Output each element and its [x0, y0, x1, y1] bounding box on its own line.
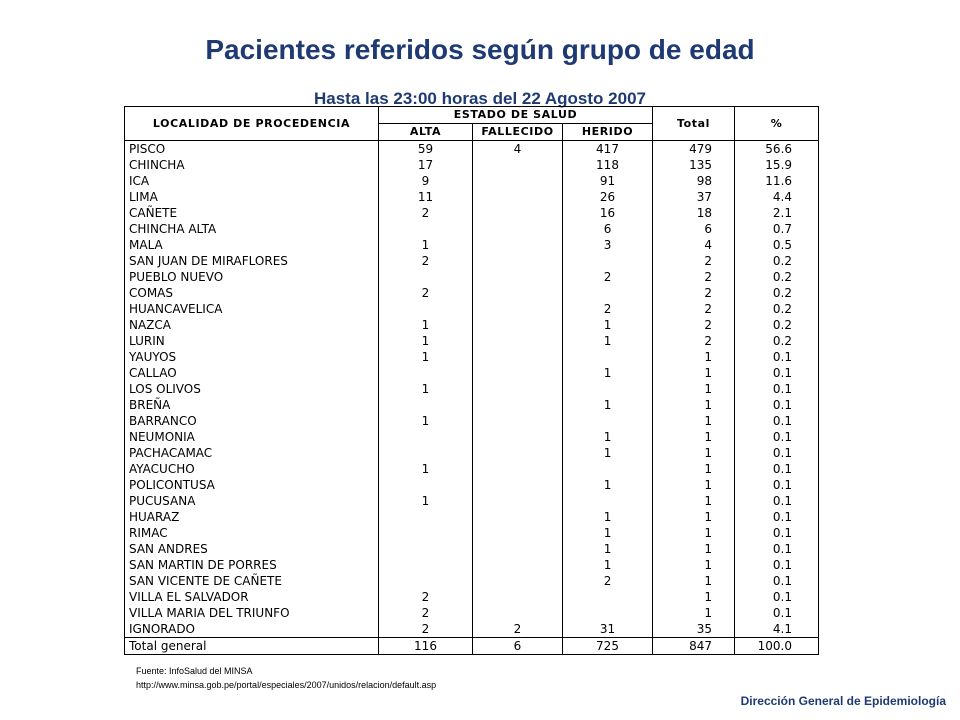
cell-percent: 0.1 — [735, 381, 819, 397]
cell-fallecido — [473, 541, 563, 557]
cell-localidad: PUCUSANA — [125, 493, 379, 509]
cell-total: 1 — [653, 477, 735, 493]
cell-total: 1 — [653, 525, 735, 541]
cell-herido: 1 — [563, 557, 653, 573]
cell-percent: 0.2 — [735, 269, 819, 285]
cell-alta: 2 — [379, 605, 473, 621]
cell-localidad: NAZCA — [125, 317, 379, 333]
cell-percent: 0.1 — [735, 365, 819, 381]
cell-localidad: SAN JUAN DE MIRAFLORES — [125, 253, 379, 269]
cell-herido: 26 — [563, 189, 653, 205]
cell-fallecido — [473, 173, 563, 189]
cell-localidad: POLICONTUSA — [125, 477, 379, 493]
cell-herido: 2 — [563, 269, 653, 285]
cell-percent: 4.1 — [735, 621, 819, 638]
cell-localidad: VILLA MARIA DEL TRIUNFO — [125, 605, 379, 621]
cell-alta: 9 — [379, 173, 473, 189]
cell-localidad: PUEBLO NUEVO — [125, 269, 379, 285]
cell-herido — [563, 413, 653, 429]
cell-alta — [379, 269, 473, 285]
cell-total: 6 — [653, 221, 735, 237]
cell-total: 1 — [653, 413, 735, 429]
cell-alta: 2 — [379, 621, 473, 638]
table-row — [125, 605, 819, 621]
cell-localidad: CALLAO — [125, 365, 379, 381]
table-row — [125, 429, 819, 445]
table-row — [125, 317, 819, 333]
cell-fallecido — [473, 429, 563, 445]
table-body — [125, 141, 819, 655]
cell-localidad: IGNORADO — [125, 621, 379, 638]
cell-percent: 0.1 — [735, 493, 819, 509]
cell-total: 35 — [653, 621, 735, 638]
cell-herido: 1 — [563, 333, 653, 349]
cell-percent: 56.6 — [735, 141, 819, 158]
cell-herido: 2 — [563, 573, 653, 589]
cell-alta: 1 — [379, 237, 473, 253]
table-row — [125, 189, 819, 205]
table-row — [125, 509, 819, 525]
cell-herido: 2 — [563, 301, 653, 317]
cell-percent: 0.1 — [735, 509, 819, 525]
cell-herido — [563, 461, 653, 477]
cell-alta — [379, 573, 473, 589]
header-herido: HERIDO — [563, 124, 653, 141]
cell-percent: 0.2 — [735, 285, 819, 301]
cell-herido: 31 — [563, 621, 653, 638]
cell-total: 135 — [653, 157, 735, 173]
cell-alta: 2 — [379, 205, 473, 221]
cell-fallecido — [473, 381, 563, 397]
cell-herido — [563, 589, 653, 605]
cell-alta — [379, 525, 473, 541]
cell-alta: 2 — [379, 285, 473, 301]
cell-localidad: CHINCHA — [125, 157, 379, 173]
cell-total: 1 — [653, 365, 735, 381]
table-row — [125, 525, 819, 541]
table-row — [125, 621, 819, 638]
cell-fallecido — [473, 461, 563, 477]
table-row — [125, 221, 819, 237]
header-localidad: LOCALIDAD DE PROCEDENCIA — [125, 107, 379, 141]
total-row — [125, 638, 819, 655]
header-total: Total — [653, 107, 735, 141]
cell-percent: 0.1 — [735, 541, 819, 557]
cell-fallecido — [473, 589, 563, 605]
table-row — [125, 157, 819, 173]
cell-alta: 59 — [379, 141, 473, 158]
cell-fallecido — [473, 397, 563, 413]
cell-herido — [563, 253, 653, 269]
cell-herido — [563, 605, 653, 621]
cell-alta: 1 — [379, 493, 473, 509]
cell-percent: 0.2 — [735, 253, 819, 269]
cell-total: 1 — [653, 573, 735, 589]
header-estado-de-salud: ESTADO DE SALUD — [379, 107, 653, 124]
cell-localidad: CAÑETE — [125, 205, 379, 221]
cell-alta — [379, 429, 473, 445]
cell-total: 1 — [653, 541, 735, 557]
cell-fallecido — [473, 573, 563, 589]
cell-fallecido: 2 — [473, 621, 563, 638]
cell-total: 1 — [653, 349, 735, 365]
cell-alta — [379, 397, 473, 413]
cell-percent: 0.1 — [735, 461, 819, 477]
cell-herido: 725 — [563, 638, 653, 655]
cell-alta — [379, 365, 473, 381]
cell-percent: 0.1 — [735, 477, 819, 493]
cell-total: 1 — [653, 509, 735, 525]
cell-total: 1 — [653, 429, 735, 445]
cell-fallecido — [473, 285, 563, 301]
cell-total: 4 — [653, 237, 735, 253]
cell-localidad: RIMAC — [125, 525, 379, 541]
cell-alta — [379, 477, 473, 493]
table-row — [125, 333, 819, 349]
source-line: Fuente: InfoSalud del MINSA — [136, 666, 253, 676]
cell-total: 1 — [653, 605, 735, 621]
cell-fallecido — [473, 605, 563, 621]
cell-fallecido — [473, 221, 563, 237]
cell-alta: 17 — [379, 157, 473, 173]
cell-total: 2 — [653, 253, 735, 269]
cell-percent: 0.2 — [735, 317, 819, 333]
cell-localidad: LIMA — [125, 189, 379, 205]
table-row — [125, 573, 819, 589]
cell-fallecido — [473, 493, 563, 509]
cell-localidad: AYACUCHO — [125, 461, 379, 477]
cell-alta — [379, 509, 473, 525]
cell-fallecido — [473, 237, 563, 253]
cell-percent: 0.2 — [735, 333, 819, 349]
table-row — [125, 365, 819, 381]
cell-alta — [379, 301, 473, 317]
cell-fallecido — [473, 189, 563, 205]
cell-total: 1 — [653, 445, 735, 461]
cell-alta: 1 — [379, 381, 473, 397]
table-row — [125, 413, 819, 429]
table-row — [125, 205, 819, 221]
cell-fallecido — [473, 301, 563, 317]
footer-organization: Dirección General de Epidemiología — [740, 694, 946, 708]
cell-fallecido — [473, 509, 563, 525]
cell-fallecido — [473, 317, 563, 333]
cell-alta: 1 — [379, 413, 473, 429]
table-row — [125, 301, 819, 317]
source-note — [136, 664, 436, 692]
cell-fallecido — [473, 205, 563, 221]
cell-percent: 0.1 — [735, 557, 819, 573]
cell-percent: 0.1 — [735, 445, 819, 461]
cell-herido — [563, 381, 653, 397]
cell-fallecido — [473, 525, 563, 541]
cell-percent: 0.1 — [735, 573, 819, 589]
cell-total: 2 — [653, 333, 735, 349]
cell-percent: 0.1 — [735, 429, 819, 445]
cell-herido: 417 — [563, 141, 653, 158]
table-row — [125, 141, 819, 158]
cell-localidad: SAN MARTIN DE PORRES — [125, 557, 379, 573]
cell-alta: 2 — [379, 589, 473, 605]
cell-localidad: LOS OLIVOS — [125, 381, 379, 397]
cell-percent: 15.9 — [735, 157, 819, 173]
table-row — [125, 541, 819, 557]
cell-percent: 0.1 — [735, 413, 819, 429]
cell-fallecido — [473, 333, 563, 349]
cell-total: 1 — [653, 557, 735, 573]
cell-alta: 2 — [379, 253, 473, 269]
table-row — [125, 285, 819, 301]
cell-localidad: SAN ANDRES — [125, 541, 379, 557]
cell-herido: 1 — [563, 541, 653, 557]
cell-alta — [379, 221, 473, 237]
cell-total: 1 — [653, 493, 735, 509]
cell-localidad: BREÑA — [125, 397, 379, 413]
cell-percent: 2.1 — [735, 205, 819, 221]
cell-total: 37 — [653, 189, 735, 205]
cell-herido: 1 — [563, 365, 653, 381]
cell-alta: 1 — [379, 317, 473, 333]
cell-localidad: HUARAZ — [125, 509, 379, 525]
source-url: http://www.minsa.gob.pe/portal/especiales/2007/unidos/relacion/default.asp — [136, 680, 437, 690]
cell-fallecido — [473, 269, 563, 285]
cell-alta: 11 — [379, 189, 473, 205]
cell-total: 2 — [653, 301, 735, 317]
table-row — [125, 477, 819, 493]
cell-localidad: PACHACAMAC — [125, 445, 379, 461]
cell-percent: 100.0 — [735, 638, 819, 655]
cell-total: 18 — [653, 205, 735, 221]
cell-localidad: COMAS — [125, 285, 379, 301]
table-row — [125, 445, 819, 461]
referrals-table — [124, 106, 819, 655]
cell-percent: 0.1 — [735, 589, 819, 605]
cell-fallecido: 4 — [473, 141, 563, 158]
cell-localidad: VILLA EL SALVADOR — [125, 589, 379, 605]
table-row — [125, 349, 819, 365]
cell-localidad: NEUMONIA — [125, 429, 379, 445]
cell-percent: 4.4 — [735, 189, 819, 205]
cell-total: 2 — [653, 317, 735, 333]
cell-herido: 1 — [563, 509, 653, 525]
cell-fallecido — [473, 413, 563, 429]
cell-total: 479 — [653, 141, 735, 158]
cell-herido: 1 — [563, 445, 653, 461]
cell-herido: 3 — [563, 237, 653, 253]
cell-total: 1 — [653, 589, 735, 605]
cell-herido — [563, 285, 653, 301]
cell-fallecido — [473, 253, 563, 269]
cell-total: 2 — [653, 285, 735, 301]
cell-alta: 1 — [379, 461, 473, 477]
cell-fallecido — [473, 365, 563, 381]
cell-alta: 116 — [379, 638, 473, 655]
table-row — [125, 493, 819, 509]
cell-percent: 0.1 — [735, 349, 819, 365]
cell-herido: 91 — [563, 173, 653, 189]
cell-fallecido: 6 — [473, 638, 563, 655]
cell-alta — [379, 445, 473, 461]
cell-percent: 0.1 — [735, 605, 819, 621]
cell-herido: 1 — [563, 397, 653, 413]
cell-percent: 0.2 — [735, 301, 819, 317]
cell-herido: 6 — [563, 221, 653, 237]
table-row — [125, 269, 819, 285]
cell-herido: 1 — [563, 477, 653, 493]
cell-localidad: SAN VICENTE DE CAÑETE — [125, 573, 379, 589]
cell-percent: 0.1 — [735, 397, 819, 413]
cell-total: 1 — [653, 381, 735, 397]
table-row — [125, 381, 819, 397]
cell-percent: 0.1 — [735, 525, 819, 541]
cell-localidad: HUANCAVELICA — [125, 301, 379, 317]
cell-percent: 0.7 — [735, 221, 819, 237]
header-percent: % — [735, 107, 819, 141]
cell-herido: 1 — [563, 525, 653, 541]
cell-percent: 11.6 — [735, 173, 819, 189]
table-row — [125, 397, 819, 413]
cell-alta — [379, 557, 473, 573]
cell-fallecido — [473, 157, 563, 173]
header-fallecido: FALLECIDO — [473, 124, 563, 141]
table-row — [125, 461, 819, 477]
cell-fallecido — [473, 477, 563, 493]
cell-fallecido — [473, 349, 563, 365]
cell-herido — [563, 349, 653, 365]
cell-fallecido — [473, 445, 563, 461]
cell-localidad: Total general — [125, 638, 379, 655]
cell-total: 847 — [653, 638, 735, 655]
table-row — [125, 173, 819, 189]
cell-herido: 16 — [563, 205, 653, 221]
table-row — [125, 253, 819, 269]
cell-herido: 1 — [563, 429, 653, 445]
cell-fallecido — [473, 557, 563, 573]
cell-localidad: YAUYOS — [125, 349, 379, 365]
cell-alta: 1 — [379, 349, 473, 365]
cell-total: 1 — [653, 397, 735, 413]
cell-localidad: CHINCHA ALTA — [125, 221, 379, 237]
cell-herido — [563, 493, 653, 509]
cell-total: 98 — [653, 173, 735, 189]
cell-alta — [379, 541, 473, 557]
cell-total: 1 — [653, 461, 735, 477]
cell-localidad: MALA — [125, 237, 379, 253]
header-alta: ALTA — [379, 124, 473, 141]
table-row — [125, 237, 819, 253]
page-subtitle: Hasta las 23:00 horas del 22 Agosto 2007 — [314, 89, 646, 108]
page-title: Pacientes referidos según grupo de edad — [205, 34, 755, 65]
cell-localidad: LURIN — [125, 333, 379, 349]
table-row — [125, 589, 819, 605]
table-row — [125, 557, 819, 573]
cell-localidad: PISCO — [125, 141, 379, 158]
cell-herido: 1 — [563, 317, 653, 333]
cell-total: 2 — [653, 269, 735, 285]
cell-herido: 118 — [563, 157, 653, 173]
cell-localidad: BARRANCO — [125, 413, 379, 429]
cell-localidad: ICA — [125, 173, 379, 189]
cell-alta: 1 — [379, 333, 473, 349]
cell-percent: 0.5 — [735, 237, 819, 253]
